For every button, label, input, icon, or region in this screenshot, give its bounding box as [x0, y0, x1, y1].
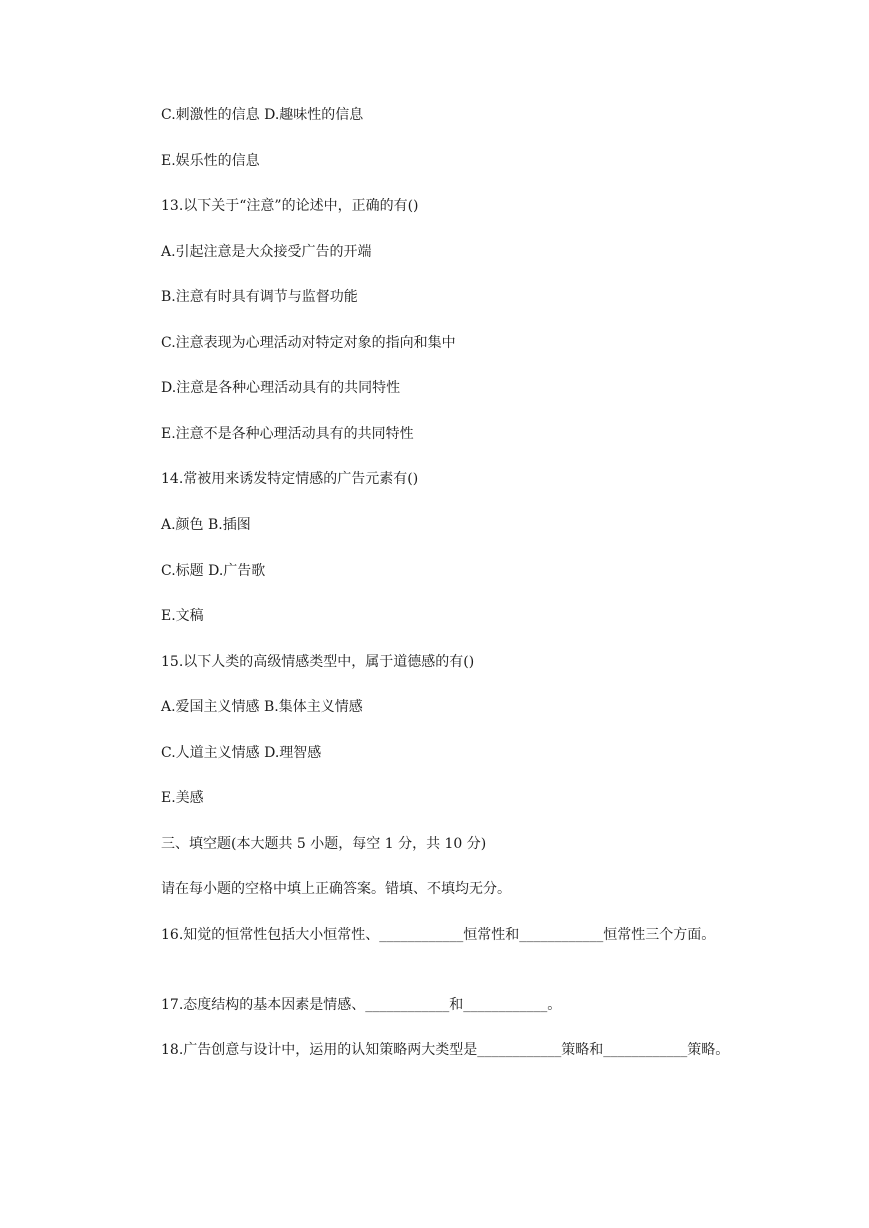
question-18: 18.广告创意与设计中，运用的认知策略两大类型是____________策略和____________策略。 — [161, 1042, 730, 1058]
question-13-option-e: E.注意不是各种心理活动具有的共同特性 — [161, 426, 414, 442]
question-14-option-a-b: A.颜色 B.插图 — [161, 517, 251, 533]
question-15-option-e: E.美感 — [161, 790, 204, 806]
option-line-c-d: C.刺激性的信息 D.趣味性的信息 — [161, 107, 364, 123]
question-15-option-c-d: C.人道主义情感 D.理智感 — [161, 745, 322, 761]
section-heading-fill-in: 三、填空题(本大题共 5 小题，每空 1 分，共 10 分) — [161, 836, 487, 852]
question-13-option-c: C.注意表现为心理活动对特定对象的指向和集中 — [161, 335, 456, 351]
section-instructions: 请在每小题的空格中填上正确答案。错填、不填均无分。 — [161, 881, 511, 897]
question-17: 17.态度结构的基本因素是情感、____________和____________。 — [161, 997, 562, 1013]
question-14-option-c-d: C.标题 D.广告歌 — [161, 563, 266, 579]
question-14: 14.常被用来诱发特定情感的广告元素有() — [161, 471, 419, 487]
question-13-option-b: B.注意有时具有调节与监督功能 — [161, 289, 358, 305]
question-15: 15.以下人类的高级情感类型中，属于道德感的有() — [161, 654, 475, 670]
question-13-option-d: D.注意是各种心理活动具有的共同特性 — [161, 380, 401, 396]
question-13-option-a: A.引起注意是大众接受广告的开端 — [161, 244, 372, 260]
question-15-option-a-b: A.爱国主义情感 B.集体主义情感 — [161, 699, 363, 715]
question-14-option-e: E.文稿 — [161, 608, 204, 624]
option-line-e: E.娱乐性的信息 — [161, 153, 260, 169]
question-16: 16.知觉的恒常性包括大小恒常性、____________恒常性和____________恒常性三个方面。 — [161, 927, 716, 943]
question-13: 13.以下关于“注意”的论述中，正确的有() — [161, 198, 419, 214]
